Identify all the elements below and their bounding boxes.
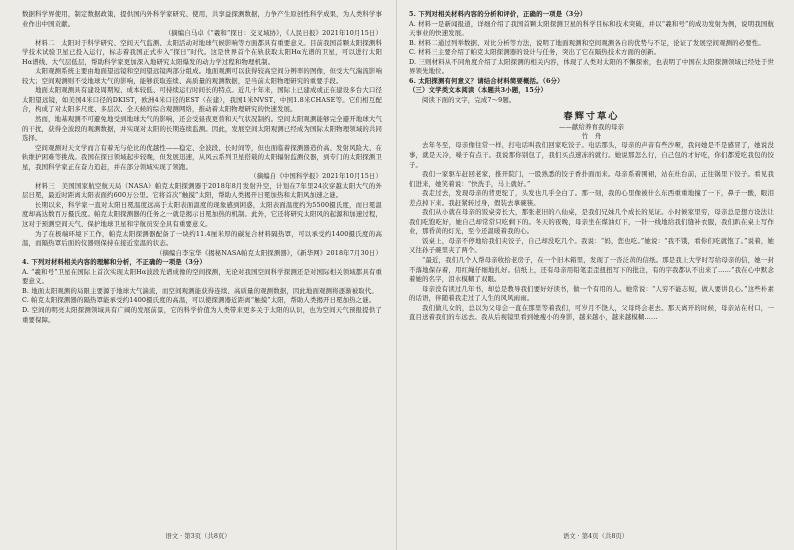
paragraph: （摘编自李宝华《揭秘NASA帕克太阳探测器》，《新华网》2018年7月30日） [155, 248, 382, 257]
paragraph: D. 三则材料从不同角度介绍了太阳探测的相关内容，体现了人类对太阳的不懈探索，也表明了中国在太阳探测领域已经处于世界领先地位。 [409, 57, 774, 76]
exam-page-right [397, 0, 794, 550]
paragraph: 饭桌上，母亲不停地给我们夹饺子，自己却没吃几个。我说：“妈，您也吃。”她说：“我不饿，看你们吃就饱了。”说着，她又往孙子碗里夹了两个。 [409, 236, 774, 255]
paragraph: 我们从小就在母亲的饭桌旁长大，那张老旧的八仙桌，是我们兄妹几个成长的见证。小时候家里穷，母亲总是想方设法让我们吃饱吃好，她自己却常常只吃剩下的。冬天的夜晚，母亲坐在煤油灯下，一针一线地给我们缝补衣服，我们趴在桌上写作业，那昏黄的灯光，至今还温暖着我的心。 [409, 208, 774, 236]
paragraph: B. 材料二通过列举数据、对比分析等方法，说明了地面观测和空间观测各自的优势与不足，论证了发展空间观测的必要性。 [409, 38, 765, 47]
passage-title: 春辉寸草心 [563, 111, 620, 123]
paragraph: 为了在极端环境下工作，帕克太阳探测器配备了一块约11.4厘米厚的碳复合材料隔热罩，可以承受约1400摄氏度的高温，而隔热罩后面的仪器则保持在接近室温的状态。 [22, 229, 382, 248]
paragraph: 母亲没有读过几年书，却总是教导我们要好好读书，做一个有用的人。她常说：“人穷不能志短，做人要讲良心。”这些朴素的话语，伴随着我走过了人生的风风雨雨。 [409, 284, 774, 303]
paragraph: 地面太阳观测具有建设周期短、成本较低、可持续运行时间长的特点。近几十年来，国际上已建成或正在建设多台大口径太阳望远镜，如美国4米口径的DKIST，欧洲4米口径的EST（在建），我国1米NVST、中国1.8米CHASE等。它们相互配合，构成了对太阳多尺度、多层次、全天候的综合观测网络，推动着太阳物理研究的快速发展。 [22, 86, 382, 114]
paragraph: ——献给养育我的母亲 [559, 123, 624, 132]
paragraph: 数据科学界使用，制定数据政策，提供国内外科学家研究、使用，共享益探测数据，力争产生原创性科学成果，为人类科学事业作出中国贡献。 [22, 10, 382, 28]
question-heading: 5. 下列对相关材料内容的分析和评价，正确的一项是（3分） [409, 10, 587, 18]
paragraph: 去年冬至，母亲像往常一样，打电话叫我们回家吃饺子。电话那头，母亲的声音有些沙哑，我问她是不是感冒了，她说没事，就是天冷，嗓子有点干。我说那你别包了，我们买点速冻的就行。她说那怎么行，自己包的才好吃，你们都爱吃我包的饺子。 [409, 141, 774, 169]
paragraph: 我走过去，发现母亲的背更驼了，头发也几乎全白了。那一刻，我的心里像被什么东西重重地撞了一下，鼻子一酸，眼泪差点掉下来。我赶紧转过身，假装去拿碗筷。 [409, 189, 774, 207]
paragraph: D. 空间的明亮太阳探测领域具有广阔的发展前景，它的科学价值为人类带来更多关于太阳的认识，也为空间天气预报提供了重要保障。 [22, 305, 382, 324]
paragraph: 材料三 美国国家航空航天局（NASA）帕克太阳探测器于2018年8月发射升空，计划在7年里24次穿越太阳大气的外层日冕，最近时距离太阳表面约600万公里。它将首次“触摸”太阳，帮助人类揭开日冕加热和太阳风加速之谜。 [22, 181, 382, 200]
paragraph: 我们做儿女的，总以为父母会一直在那里等着我们，可岁月不饶人，父母终会老去。那天离开的时候，母亲站在村口，一直目送着我们的车远去。我从后视镜里看到她瘦小的身影，越来越小，越来越模糊…… [409, 303, 774, 322]
paragraph: 然而，地基观测不可避免地受到地球大气的影响，还会受昼夜更替和天气状况制约。空间太阳观测能够完全避开地球大气的干扰，获得全波段的观测数据，并实现对太阳的长期连续监测。因此，发展空间太阳观测已经成为国际太阳物理领域的共同选择。 [22, 115, 382, 143]
paragraph: （摘编自马卓《“羲和”探日：交叉域协》，《人民日报》2021年10月15日） [164, 29, 382, 38]
paragraph: 长期以来，科学家一直对太阳日冕温度远高于太阳表面温度的现象感到困惑，太阳表面温度约为5500摄氏度，而日冕温度却高达数百万摄氏度。帕克太阳探测器的任务之一就是揭示日冕加热的机制。此外，它还将研究太阳风的起源和加速过程，这对于预测空间天气、保护地球卫星和宇航员安全具有重要意义。 [22, 200, 382, 229]
paragraph: 空间观测对天文学而言有着无与伦比的优越性——稳定、全波段、长时间等，但也面临着探测器造价高、发射风险大、在轨维护困难等挑战。我国在探日领域起步较晚，但发展迅速，从风云系列卫星搭载的太阳辐射监测仪器，到专门的太阳探测卫星，我国科学家正在奋力追赶，并在部分领域实现了领跑。 [22, 143, 382, 171]
paragraph: 材料二 太阳对于科学研究、空间天气监测、太阳活动对地球气候影响等方面都具有重要意义。目前我国首颗太阳探测科学技术试验卫星已投入运行，标志着我国正式步入“探日”时代。这是世界首个在轨获取太阳Hα光谱的卫星，可以进行太阳Hα谱线、大气层低层，帮助科学家更加深入地研究太阳爆发的动力学过程和物理机制。 [22, 38, 382, 66]
paragraph: “最近，我们几个人帮母亲收拾老房子，在一个旧木箱里，发现了一沓泛黄的信纸。那是我上大学时写给母亲的信，她一封不落地保存着，用红绳仔细地扎好。信纸上，还有母亲用铅笔歪歪扭扭写下的批注，有的字我都认不出来了……”我在心中默念着她的名字，泪水模糊了双眼。 [409, 256, 774, 284]
paragraph: C. 材料三主要介绍了帕克太阳探测器的设计与任务，突出了它在隔热技术方面的创新。 [409, 48, 661, 57]
paragraph: 竹 舟 [581, 132, 602, 141]
page-footer-right: 语文 · 第4页（共8页） [562, 532, 629, 540]
paragraph: A. 材料一是新闻报道，详细介绍了我国首颗太阳探测卫星的科学目标和技术突破，并以“羲和号”的成功发射为例，说明我国航天事业的快速发展。 [409, 19, 774, 38]
paragraph: 阅读下面的文字，完成7～9题。 [422, 95, 516, 104]
question-heading: 4. 下列对材料相关内容的理解和分析，不正确的一项是（3分） [22, 258, 206, 267]
paragraph: 我们一家驱车赶回老家，推开院门，一股熟悉的饺子香扑面而来。母亲系着围裙，站在灶台前，正往锅里下饺子。看见我们进来，她笑着说：“快洗手，马上就好。” [409, 170, 774, 188]
paragraph: （摘编自《中国科学报》2021年10月15日） [250, 172, 382, 181]
question-heading: 6. 太阳探测有何意义？请结合材料简要概括。（6分） [409, 76, 564, 85]
paragraph: A. “羲和号”卫星在国际上首次实现太阳Hα波段光谱成像的空间探测，无论对我国空间科学探测还是对国际相关领域都具有重要意义。 [22, 267, 382, 286]
paragraph: 太阳观测系统主要由地面望远镜和空间望远镜两部分组成。地面观测可以获得较高空间分辨率的图像，但受大气湍流影响较大；空间观测则不受地球大气的影响，能够获取连续、高质量的观测数据，是当前太阳物理研究的重要手段。 [22, 67, 382, 85]
paragraph: B. 地面太阳观测的局限主要源于地球大气湍流，而空间观测能获得连续、高质量的观测数据，因此地面观测将逐渐被取代。 [22, 286, 378, 295]
left-page-text [22, 10, 382, 325]
right-page-text [409, 10, 774, 323]
question-heading: （三）文学类文本阅读（本题共3小题，15分） [409, 86, 548, 95]
paragraph: C. 帕克太阳探测器的隔热罩能承受约1400摄氏度的高温，可以使探测器近距离“触摸”太阳，帮助人类揭开日冕加热之谜。 [22, 296, 376, 305]
page-footer-left: 语文 · 第3页（共8页） [165, 532, 231, 540]
